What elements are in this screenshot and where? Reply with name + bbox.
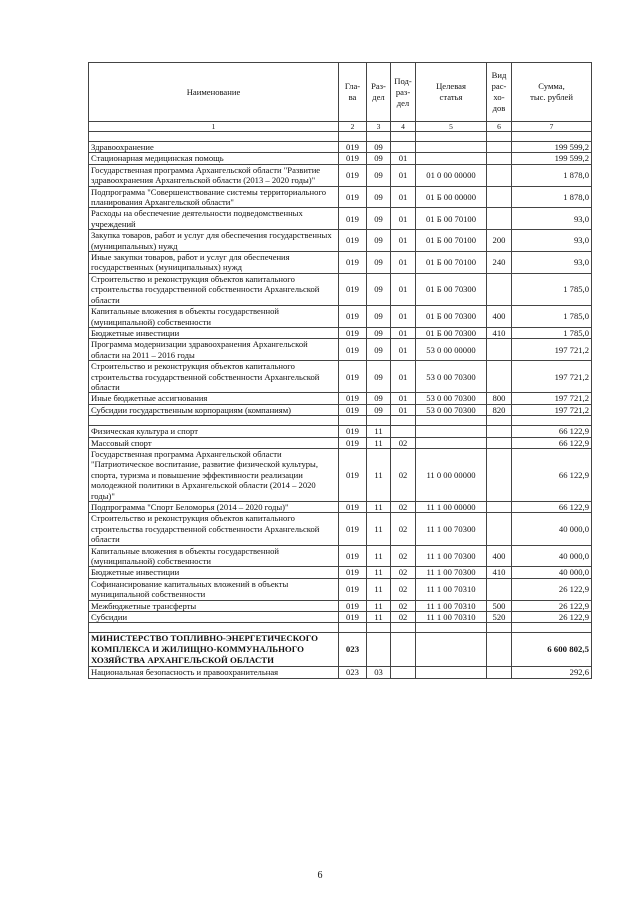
cell-podrazdel: 02 <box>391 578 416 600</box>
cell-glava: 019 <box>339 513 367 545</box>
cell-statya: 01 Б 00 00000 <box>416 186 487 208</box>
cell-razdel: 11 <box>367 426 391 437</box>
cell-name: Капитальные вложения в объекты государственной (муниципальной) собственности <box>89 545 339 567</box>
cell-podrazdel: 01 <box>391 339 416 361</box>
cell-summa: 1 785,0 <box>512 306 592 328</box>
cell-glava: 019 <box>339 327 367 338</box>
cell-name: Бюджетные инвестиции <box>89 567 339 578</box>
cell-razdel: 11 <box>367 600 391 611</box>
header-podrazdel: Под- раз- дел <box>391 63 416 122</box>
cell-statya <box>416 667 487 678</box>
cell-summa: 199 599,2 <box>512 142 592 153</box>
cell-name: Иные бюджетные ассигнования <box>89 393 339 404</box>
cell-razdel: 09 <box>367 142 391 153</box>
cell-vid <box>487 437 512 448</box>
cell-statya: 11 1 00 70300 <box>416 545 487 567</box>
cell-glava: 019 <box>339 545 367 567</box>
cell-name: Межбюджетные трансферты <box>89 600 339 611</box>
cell-vid: 520 <box>487 612 512 623</box>
cell-name: Физическая культура и спорт <box>89 426 339 437</box>
spacer-cell <box>339 132 367 142</box>
cell-statya: 53 0 00 00000 <box>416 339 487 361</box>
spacer-cell <box>391 416 416 426</box>
cell-summa: 1 878,0 <box>512 186 592 208</box>
cell-razdel: 09 <box>367 164 391 186</box>
cell-razdel <box>367 633 391 667</box>
cell-statya: 01 0 00 00000 <box>416 164 487 186</box>
table-row <box>89 208 592 230</box>
cell-name: Субсидии государственным корпорациям (компаниям) <box>89 404 339 415</box>
cell-podrazdel <box>391 633 416 667</box>
cell-razdel: 09 <box>367 327 391 338</box>
cell-glava: 019 <box>339 273 367 305</box>
cell-vid <box>487 164 512 186</box>
cell-podrazdel: 01 <box>391 361 416 393</box>
cell-statya <box>416 426 487 437</box>
cell-podrazdel: 01 <box>391 164 416 186</box>
header-razdel: Раз- дел <box>367 63 391 122</box>
cell-glava: 019 <box>339 567 367 578</box>
cell-razdel: 11 <box>367 545 391 567</box>
cell-summa: 197 721,2 <box>512 339 592 361</box>
column-numbers-row <box>89 122 592 132</box>
spacer-cell <box>512 132 592 142</box>
spacer-row <box>89 623 592 633</box>
spacer-row <box>89 132 592 142</box>
cell-name: Стационарная медицинская помощь <box>89 153 339 164</box>
spacer-cell <box>339 416 367 426</box>
cell-podrazdel: 01 <box>391 393 416 404</box>
cell-statya: 01 Б 00 70300 <box>416 327 487 338</box>
cell-razdel: 11 <box>367 578 391 600</box>
cell-name: Иные закупки товаров, работ и услуг для обеспечения государственных (муниципальных) нужд <box>89 252 339 274</box>
cell-podrazdel: 02 <box>391 567 416 578</box>
spacer-cell <box>512 416 592 426</box>
cell-glava: 019 <box>339 153 367 164</box>
cell-summa: 292,6 <box>512 667 592 678</box>
table-row <box>89 437 592 448</box>
cell-glava: 019 <box>339 208 367 230</box>
cell-summa: 40 000,0 <box>512 545 592 567</box>
spacer-cell <box>416 623 487 633</box>
header-name: Наименование <box>89 63 339 122</box>
cell-summa: 199 599,2 <box>512 153 592 164</box>
table-row <box>89 600 592 611</box>
table-row <box>89 164 592 186</box>
table-row <box>89 252 592 274</box>
table-row <box>89 426 592 437</box>
table-row <box>89 404 592 415</box>
table-row <box>89 273 592 305</box>
cell-name: Национальная безопасность и правоохранительная <box>89 667 339 678</box>
header-statya: Целевая статья <box>416 63 487 122</box>
cell-vid <box>487 667 512 678</box>
cell-razdel: 11 <box>367 612 391 623</box>
cell-vid: 240 <box>487 252 512 274</box>
cell-razdel: 03 <box>367 667 391 678</box>
cell-razdel: 11 <box>367 437 391 448</box>
spacer-cell <box>487 623 512 633</box>
cell-glava: 023 <box>339 667 367 678</box>
cell-podrazdel: 01 <box>391 404 416 415</box>
cell-vid <box>487 502 512 513</box>
cell-statya: 11 1 00 70310 <box>416 600 487 611</box>
column-number: 5 <box>416 122 487 132</box>
table-row <box>89 448 592 501</box>
cell-vid: 410 <box>487 327 512 338</box>
cell-statya <box>416 437 487 448</box>
spacer-cell <box>339 623 367 633</box>
cell-podrazdel: 02 <box>391 612 416 623</box>
cell-podrazdel: 02 <box>391 448 416 501</box>
cell-statya <box>416 633 487 667</box>
cell-name: Подпрограмма "Совершенствование системы территориального планирования Архангельской области" <box>89 186 339 208</box>
cell-vid <box>487 339 512 361</box>
cell-podrazdel: 02 <box>391 513 416 545</box>
cell-podrazdel: 01 <box>391 273 416 305</box>
spacer-cell <box>367 132 391 142</box>
cell-vid: 500 <box>487 600 512 611</box>
cell-razdel: 09 <box>367 230 391 252</box>
cell-podrazdel: 02 <box>391 502 416 513</box>
table-row <box>89 142 592 153</box>
cell-vid <box>487 153 512 164</box>
table-row <box>89 513 592 545</box>
spacer-cell <box>367 623 391 633</box>
cell-summa: 197 721,2 <box>512 361 592 393</box>
cell-statya: 53 0 00 70300 <box>416 361 487 393</box>
table-row <box>89 393 592 404</box>
cell-statya: 11 1 00 00000 <box>416 502 487 513</box>
cell-vid: 400 <box>487 306 512 328</box>
cell-vid: 410 <box>487 567 512 578</box>
cell-statya: 01 Б 00 70100 <box>416 230 487 252</box>
cell-razdel: 11 <box>367 448 391 501</box>
cell-statya: 11 1 00 70300 <box>416 513 487 545</box>
cell-summa: 26 122,9 <box>512 612 592 623</box>
cell-summa: 66 122,9 <box>512 502 592 513</box>
cell-vid: 400 <box>487 545 512 567</box>
cell-podrazdel: 02 <box>391 437 416 448</box>
cell-summa: 40 000,0 <box>512 567 592 578</box>
cell-name: Субсидии <box>89 612 339 623</box>
cell-razdel: 09 <box>367 153 391 164</box>
cell-razdel: 11 <box>367 513 391 545</box>
cell-statya: 01 Б 00 70100 <box>416 208 487 230</box>
cell-name: Государственная программа Архангельской области "Развитие здравоохранения Архангельской области (2013 – 2020 годы)" <box>89 164 339 186</box>
cell-podrazdel: 01 <box>391 306 416 328</box>
header-vid: Вид рас- хо- дов <box>487 63 512 122</box>
cell-glava: 019 <box>339 164 367 186</box>
budget-table <box>88 62 592 679</box>
cell-name: Расходы на обеспечение деятельности подведомственных учреждений <box>89 208 339 230</box>
cell-statya: 53 0 00 70300 <box>416 404 487 415</box>
cell-glava: 019 <box>339 186 367 208</box>
cell-vid <box>487 186 512 208</box>
cell-podrazdel: 02 <box>391 545 416 567</box>
cell-statya: 11 1 00 70300 <box>416 567 487 578</box>
cell-vid <box>487 142 512 153</box>
cell-name: Софинансирование капитальных вложений в объекты муниципальной собственности <box>89 578 339 600</box>
cell-podrazdel <box>391 142 416 153</box>
table-row <box>89 153 592 164</box>
cell-razdel: 09 <box>367 252 391 274</box>
ministry-row <box>89 633 592 667</box>
cell-podrazdel: 01 <box>391 327 416 338</box>
cell-summa: 93,0 <box>512 208 592 230</box>
cell-podrazdel: 01 <box>391 153 416 164</box>
spacer-cell <box>416 416 487 426</box>
column-number: 3 <box>367 122 391 132</box>
table-row <box>89 545 592 567</box>
table-header <box>89 63 592 122</box>
cell-summa: 66 122,9 <box>512 426 592 437</box>
cell-name: Государственная программа Архангельской области "Патриотическое воспитание, развитие физической культуры, спорта, туризма и повышение эффективности реализации молодежной политики в Архангельской области (2014 – 2020 годы)" <box>89 448 339 501</box>
header-summa: Сумма, тыс. рублей <box>512 63 592 122</box>
cell-podrazdel: 01 <box>391 186 416 208</box>
cell-statya: 11 1 00 70310 <box>416 612 487 623</box>
cell-name: Капитальные вложения в объекты государственной (муниципальной) собственности <box>89 306 339 328</box>
table-row <box>89 361 592 393</box>
cell-name: Строительство и реконструкция объектов капитального строительства государственной собственности Архангельской области <box>89 513 339 545</box>
cell-podrazdel <box>391 426 416 437</box>
cell-glava: 019 <box>339 426 367 437</box>
table-row <box>89 612 592 623</box>
cell-podrazdel: 02 <box>391 600 416 611</box>
cell-glava: 019 <box>339 230 367 252</box>
cell-glava: 023 <box>339 633 367 667</box>
spacer-cell <box>89 132 339 142</box>
column-number: 2 <box>339 122 367 132</box>
column-number: 1 <box>89 122 339 132</box>
header-glava: Гла- ва <box>339 63 367 122</box>
cell-statya <box>416 153 487 164</box>
cell-glava: 019 <box>339 404 367 415</box>
cell-name: Строительство и реконструкция объектов капитального строительства государственной собственности Архангельской области <box>89 273 339 305</box>
table-row <box>89 230 592 252</box>
spacer-row <box>89 416 592 426</box>
cell-summa: 66 122,9 <box>512 437 592 448</box>
cell-summa: 66 122,9 <box>512 448 592 501</box>
cell-razdel: 09 <box>367 404 391 415</box>
cell-statya: 53 0 00 70300 <box>416 393 487 404</box>
spacer-cell <box>487 132 512 142</box>
column-number: 6 <box>487 122 512 132</box>
cell-summa: 197 721,2 <box>512 393 592 404</box>
spacer-cell <box>391 132 416 142</box>
spacer-cell <box>89 623 339 633</box>
table-row <box>89 502 592 513</box>
cell-razdel: 09 <box>367 306 391 328</box>
spacer-cell <box>391 623 416 633</box>
cell-name: Массовый спорт <box>89 437 339 448</box>
cell-podrazdel: 01 <box>391 252 416 274</box>
cell-name: Закупка товаров, работ и услуг для обеспечения государственных (муниципальных) нужд <box>89 230 339 252</box>
cell-glava: 019 <box>339 612 367 623</box>
table-body <box>89 132 592 679</box>
cell-razdel: 09 <box>367 273 391 305</box>
table-row <box>89 567 592 578</box>
cell-razdel: 11 <box>367 502 391 513</box>
cell-summa: 197 721,2 <box>512 404 592 415</box>
cell-name: Строительство и реконструкция объектов капитального строительства государственной собственности Архангельской области <box>89 361 339 393</box>
cell-name: Подпрограмма "Спорт Беломорья (2014 – 2020 годы)" <box>89 502 339 513</box>
cell-razdel: 09 <box>367 208 391 230</box>
table-row <box>89 339 592 361</box>
cell-podrazdel: 01 <box>391 230 416 252</box>
cell-name: Здравоохранение <box>89 142 339 153</box>
spacer-cell <box>416 132 487 142</box>
cell-glava: 019 <box>339 252 367 274</box>
cell-summa: 26 122,9 <box>512 578 592 600</box>
cell-glava: 019 <box>339 306 367 328</box>
column-number: 4 <box>391 122 416 132</box>
cell-glava: 019 <box>339 448 367 501</box>
table-row <box>89 186 592 208</box>
cell-vid: 820 <box>487 404 512 415</box>
cell-razdel: 09 <box>367 186 391 208</box>
table-row <box>89 327 592 338</box>
cell-statya: 11 0 00 00000 <box>416 448 487 501</box>
cell-glava: 019 <box>339 600 367 611</box>
cell-vid <box>487 578 512 600</box>
cell-podrazdel <box>391 667 416 678</box>
cell-glava: 019 <box>339 502 367 513</box>
cell-vid <box>487 513 512 545</box>
cell-name: Программа модернизации здравоохранения Архангельской области на 2011 – 2016 годы <box>89 339 339 361</box>
cell-vid: 200 <box>487 230 512 252</box>
cell-summa: 1 878,0 <box>512 164 592 186</box>
cell-statya <box>416 142 487 153</box>
cell-vid <box>487 273 512 305</box>
cell-summa: 26 122,9 <box>512 600 592 611</box>
cell-vid <box>487 448 512 501</box>
cell-podrazdel: 01 <box>391 208 416 230</box>
cell-razdel: 09 <box>367 339 391 361</box>
cell-statya: 01 Б 00 70300 <box>416 273 487 305</box>
cell-summa: 40 000,0 <box>512 513 592 545</box>
cell-glava: 019 <box>339 142 367 153</box>
page-number: 6 <box>317 870 323 881</box>
cell-statya: 01 Б 00 70100 <box>416 252 487 274</box>
cell-name: МИНИСТЕРСТВО ТОПЛИВНО-ЭНЕРГЕТИЧЕСКОГО КОМПЛЕКСА И ЖИЛИЩНО-КОММУНАЛЬНОГО ХОЗЯЙСТВА АРХАНГЕЛЬСКОЙ ОБЛАСТИ <box>89 633 339 667</box>
cell-summa: 1 785,0 <box>512 273 592 305</box>
cell-razdel: 11 <box>367 567 391 578</box>
cell-vid <box>487 361 512 393</box>
cell-summa: 93,0 <box>512 230 592 252</box>
cell-summa: 93,0 <box>512 252 592 274</box>
cell-glava: 019 <box>339 361 367 393</box>
cell-vid: 800 <box>487 393 512 404</box>
cell-vid <box>487 208 512 230</box>
spacer-cell <box>512 623 592 633</box>
cell-razdel: 09 <box>367 393 391 404</box>
cell-statya: 11 1 00 70310 <box>416 578 487 600</box>
cell-glava: 019 <box>339 393 367 404</box>
spacer-cell <box>89 416 339 426</box>
table-row <box>89 578 592 600</box>
cell-glava: 019 <box>339 578 367 600</box>
cell-vid <box>487 426 512 437</box>
cell-razdel: 09 <box>367 361 391 393</box>
table-row <box>89 306 592 328</box>
spacer-cell <box>487 416 512 426</box>
cell-glava: 019 <box>339 339 367 361</box>
cell-glava: 019 <box>339 437 367 448</box>
cell-summa: 6 600 802,5 <box>512 633 592 667</box>
cell-vid <box>487 633 512 667</box>
spacer-cell <box>367 416 391 426</box>
cell-summa: 1 785,0 <box>512 327 592 338</box>
table-row <box>89 667 592 678</box>
column-number: 7 <box>512 122 592 132</box>
cell-name: Бюджетные инвестиции <box>89 327 339 338</box>
cell-statya: 01 Б 00 70300 <box>416 306 487 328</box>
